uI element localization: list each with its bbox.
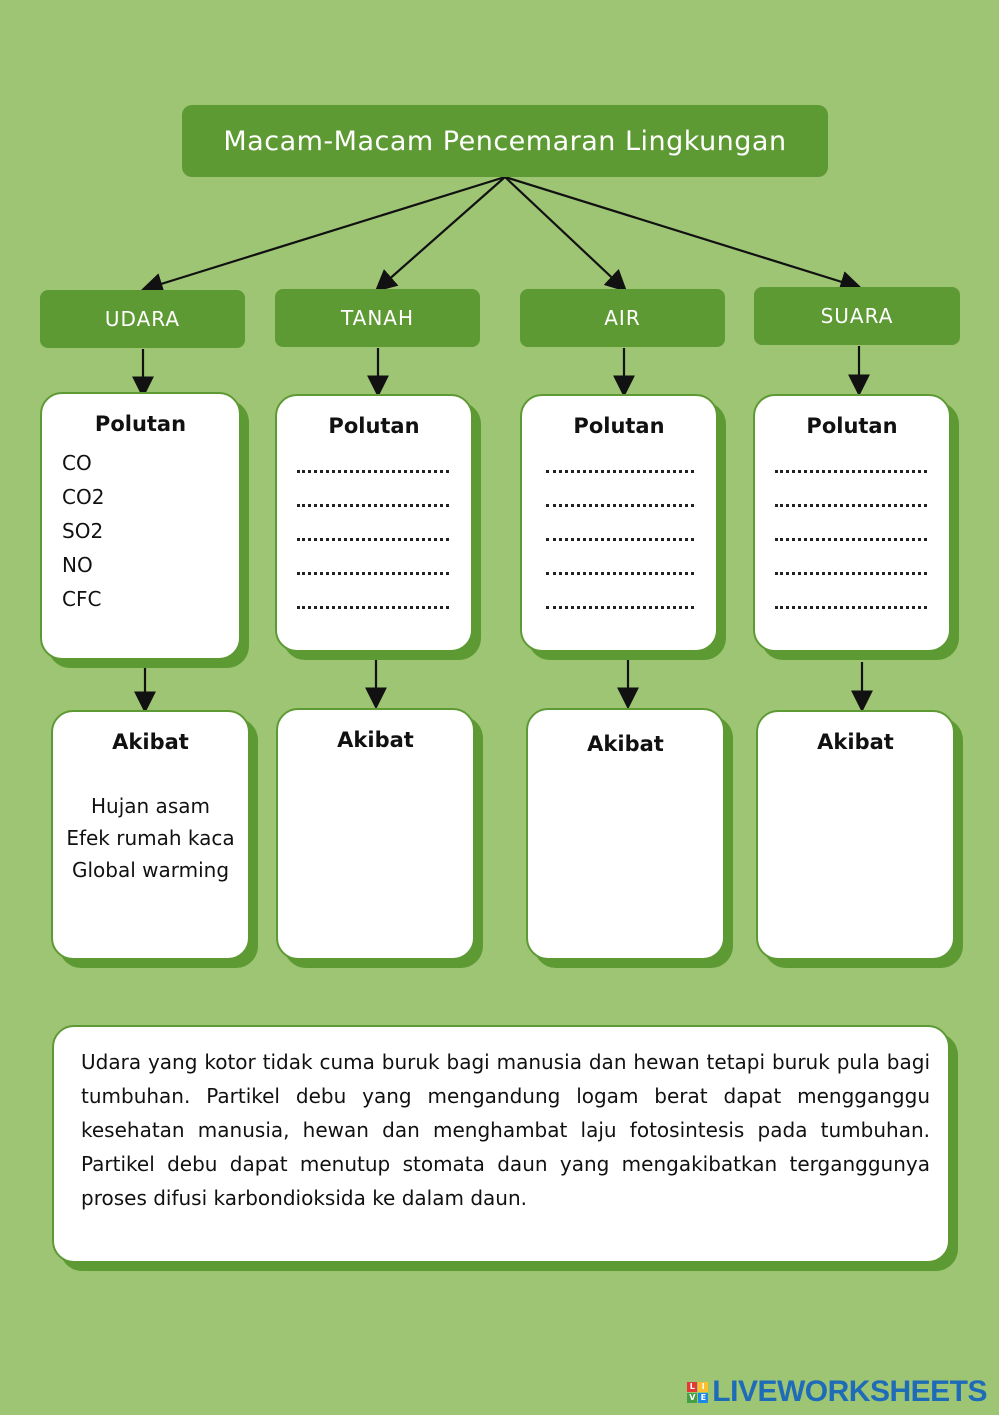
polutan-card-air [520, 394, 718, 652]
logo-mark-letter: I [698, 1382, 708, 1392]
arrow-title-to-suara [505, 177, 858, 287]
arrow-title-to-tanah [378, 177, 505, 289]
polutan-item: CO [62, 451, 92, 475]
polutan-item: SO2 [62, 519, 104, 543]
polutan-card-udara [40, 392, 241, 660]
arrow-title-to-udara [145, 177, 505, 289]
polutan-item: NO [62, 553, 93, 577]
polutan-blank-lines-air [546, 452, 716, 622]
polutan-item: CFC [62, 587, 102, 611]
answer-blank[interactable] [546, 588, 716, 622]
akibat-card-suara[interactable] [756, 710, 955, 960]
polutan-title: Polutan [94, 412, 187, 436]
polutan-card-tanah [275, 394, 473, 652]
akibat-item: Hujan asam [91, 794, 210, 818]
category-suara: SUARA [754, 287, 960, 345]
polutan-list-udara [62, 446, 239, 616]
akibat-item: Efek rumah kaca [66, 826, 235, 850]
diagram-title: Macam-Macam Pencemaran Lingkungan [182, 105, 828, 177]
logo-mark-icon [687, 1382, 708, 1403]
akibat-card-tanah[interactable] [276, 708, 475, 960]
answer-blank[interactable] [775, 486, 949, 520]
answer-blank[interactable] [775, 452, 949, 486]
answer-blank[interactable] [297, 520, 471, 554]
category-udara: UDARA [40, 290, 245, 348]
answer-blank[interactable] [775, 588, 949, 622]
answer-blank[interactable] [297, 452, 471, 486]
polutan-title: Polutan [573, 414, 665, 438]
akibat-list-udara [53, 790, 248, 886]
answer-blank[interactable] [775, 520, 949, 554]
akibat-title: Akibat [817, 730, 894, 754]
polutan-blank-lines-suara [775, 452, 949, 622]
category-tanah: TANAH [275, 289, 480, 347]
description-paragraph: Udara yang kotor tidak cuma buruk bagi manusia dan hewan tetapi buruk pula bagi tumbuhan. Partikel debu yang mengandung logam berat dapat mengganggu kesehatan manusia, hewan dan menghambat laju fotosintesis pada tumbuhan. Partikel debu dapat menutup stomata daun yang mengakibatkan terganggunya proses difusi karbondioksida ke dalam daun. [52, 1025, 950, 1263]
akibat-title: Akibat [337, 728, 414, 752]
logo-mark-letter: V [689, 1392, 696, 1402]
answer-blank[interactable] [546, 486, 716, 520]
polutan-blank-lines-tanah [297, 452, 471, 622]
akibat-title: Akibat [112, 730, 189, 754]
logo-mark-letter: E [698, 1393, 708, 1403]
answer-blank[interactable] [546, 452, 716, 486]
akibat-item: Global warming [71, 858, 230, 882]
polutan-item: CO2 [62, 485, 105, 509]
logo-mark-letter: L [687, 1382, 697, 1392]
akibat-card-udara [51, 710, 250, 960]
answer-blank[interactable] [297, 588, 471, 622]
answer-blank[interactable] [546, 554, 716, 588]
answer-blank[interactable] [546, 520, 716, 554]
akibat-card-air[interactable] [526, 708, 725, 960]
answer-blank[interactable] [297, 486, 471, 520]
polutan-title: Polutan [328, 414, 420, 438]
akibat-title: Akibat [587, 732, 664, 756]
liveworksheets-logo [687, 1372, 987, 1412]
polutan-card-suara [753, 394, 951, 652]
logo-text: LIVEWORKSHEETS [712, 1375, 987, 1408]
arrow-title-to-air [505, 177, 624, 289]
category-air: AIR [520, 289, 725, 347]
answer-blank[interactable] [775, 554, 949, 588]
polutan-title: Polutan [806, 414, 898, 438]
answer-blank[interactable] [297, 554, 471, 588]
